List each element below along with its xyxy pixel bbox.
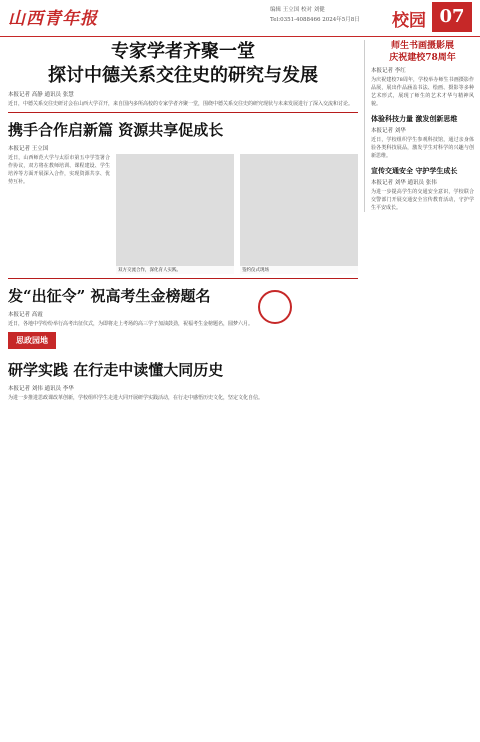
- sidebar-h2: 体验科技力量 激发创新思维: [371, 114, 458, 123]
- sidebar-byline: 本报记者 李红: [371, 68, 406, 74]
- sidebar: [364, 40, 474, 212]
- page-number: 07: [432, 2, 472, 32]
- school-emblem: [258, 290, 292, 324]
- study-body: 为进一步推进思政课改革创新，学校组织学生走进大同开展研学实践活动，在行走中感悟历史文化，坚定文化自信。: [8, 395, 264, 401]
- section-name: 校园: [392, 11, 426, 31]
- coop-photos: [116, 154, 358, 274]
- lead-title-1: 专家学者齐聚一堂: [111, 41, 255, 62]
- sidebar-h3-byline: 本报记者 刘华 通讯员 张伟: [371, 180, 437, 186]
- lead-body: 近日，中德关系交往史研讨会在山西大学召开，来自国内多所高校的专家学者齐聚一堂，围绕中德关系交往史的研究现状与未来发展进行了深入交流和讨论。: [8, 101, 354, 107]
- sidebar-h3: 宣传交通安全 守护学生成长: [371, 166, 458, 175]
- study-title: 研学实践 在行走中读懂大同历史: [8, 361, 224, 379]
- study-byline: 本报记者 刘伟 通讯员 李华: [8, 386, 74, 392]
- coop-row: [8, 154, 358, 274]
- coop-body: 近日，山西师范大学与太原市第五中学签署合作协议，双方将在教师培训、课程建设、学生培养等方面开展深入合作，实现资源共享、优势互补。: [8, 155, 110, 185]
- sidebar-h3-body: 为进一步提高学生的交通安全意识，学校联合交警部门开展交通安全宣传教育活动，守护学生平安成长。: [371, 189, 474, 211]
- divider: [8, 278, 358, 279]
- exam-title: 发“出征令” 祝高考生金榜题名: [8, 287, 211, 305]
- coop-title: 携手合作启新篇 资源共享促成长: [8, 121, 224, 139]
- exam-body: 近日，各地中学纷纷举行高考出征仪式，为即将走上考场的高三学子加油鼓劲，祝福考生金榜题名，圆梦六月。: [8, 321, 254, 327]
- coop-byline: 本报记者 王立国: [8, 146, 49, 152]
- sidebar-h2-byline: 本报记者 刘华: [371, 128, 406, 134]
- section-banner: 思政园地: [8, 332, 56, 349]
- date-info: Tel:0351-4088466 2024年5月8日: [270, 17, 360, 23]
- photo-right: [240, 154, 358, 274]
- sidebar-title-1: 师生书画摄影展: [390, 41, 454, 51]
- exam-byline: 本报记者 高霞: [8, 312, 43, 318]
- sidebar-h2-body: 近日，学校组织学生参观科技馆，通过亲身体验各类科技展品，激发学生对科学的兴趣与创新思维。: [371, 137, 474, 159]
- lead-title-2: 探讨中德关系交往史的研究与发展: [48, 65, 318, 86]
- newspaper-logo: 山西青年报: [8, 9, 98, 29]
- caption-right: 签约仪式现场: [240, 266, 358, 274]
- divider: [8, 112, 358, 113]
- sidebar-body: 为庆祝建校78周年，学校举办师生书画摄影作品展，展出作品涵盖书法、绘画、摄影等多种艺术形式，展现了师生的艺术才华与精神风貌。: [371, 77, 474, 107]
- main-column: [8, 40, 358, 402]
- masthead: [0, 0, 480, 37]
- lead-byline: 本报记者 高静 通讯员 张慧: [8, 92, 74, 98]
- editor-info: 编辑 王立国 校对 刘健: [270, 7, 325, 13]
- caption-left: 双方交流合作，深化育人实践。: [116, 266, 234, 274]
- photo-left: [116, 154, 234, 274]
- sidebar-title-2: 庆祝建校78周年: [389, 53, 456, 63]
